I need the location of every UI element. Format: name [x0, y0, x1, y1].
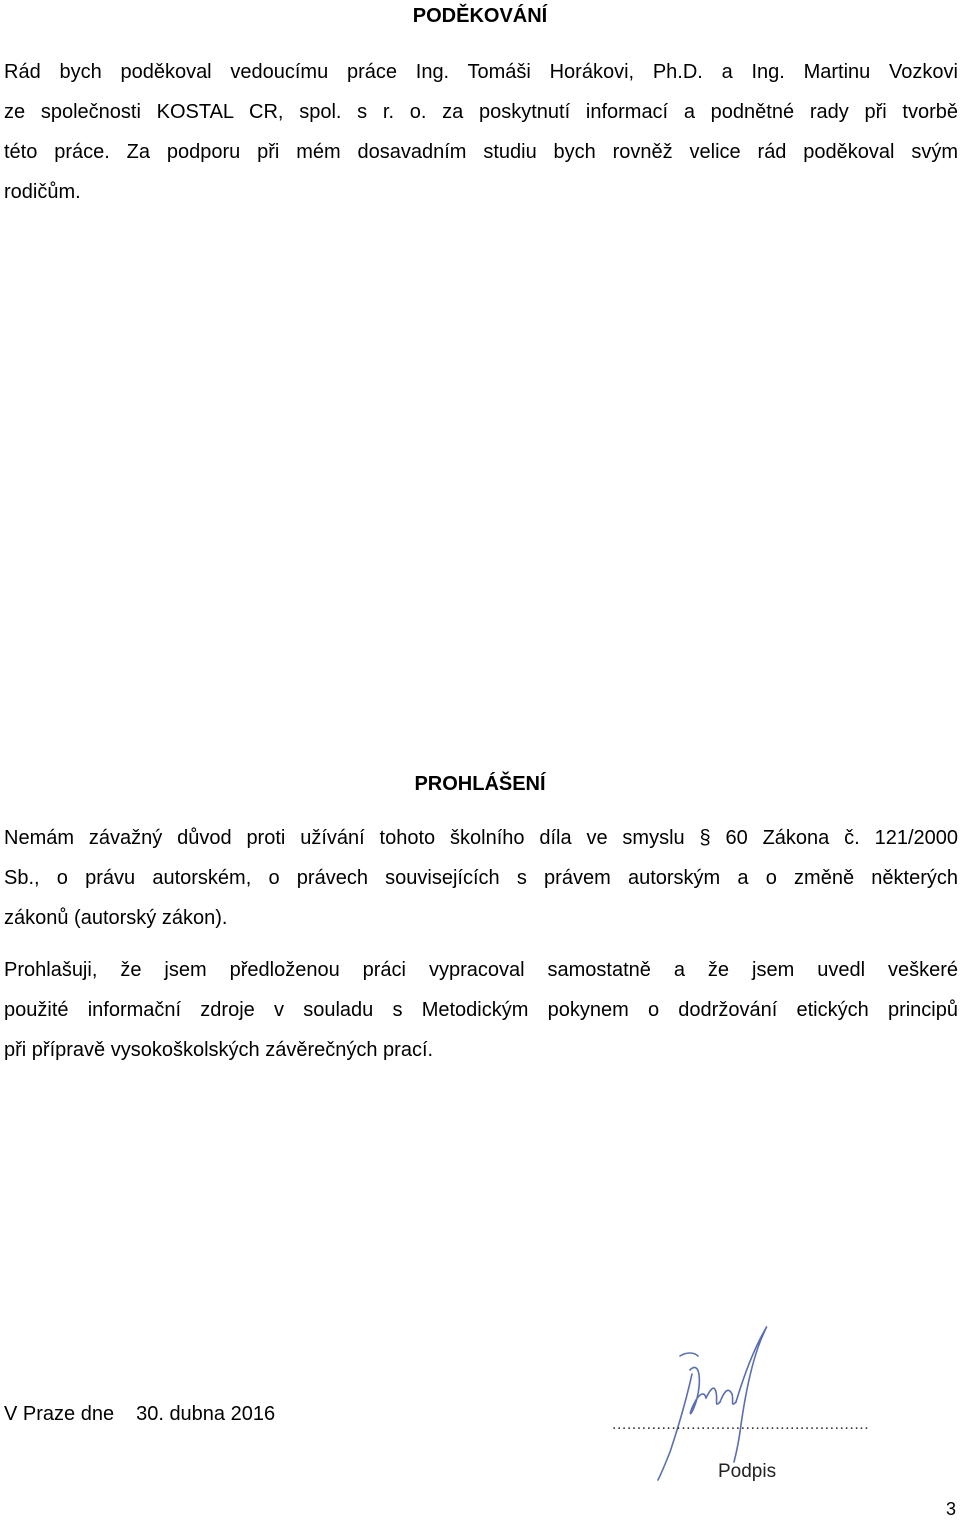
text-line: ze společnosti KOSTAL CR, spol. s r. o. za poskytnutí informací a podnětné rady při tvorbě — [4, 101, 958, 123]
text-line: při přípravě vysokoškolských závěrečných prací. — [4, 1039, 434, 1061]
declaration-paragraph-1 — [4, 818, 958, 938]
date-value: 30. dubna 2016 — [136, 1403, 276, 1425]
signature-label: Podpis — [718, 1461, 777, 1482]
text-line: této práce. Za podporu při mém dosavadním studiu bych rovněž velice rád poděkoval svým — [4, 141, 958, 163]
acknowledgements-title: PODĚKOVÁNÍ — [412, 5, 548, 27]
signature-line: .................................................... — [612, 1416, 870, 1433]
page-number: 3 — [945, 1499, 956, 1519]
text-line: rodičům. — [4, 181, 81, 203]
text-line: Nemám závažný důvod proti užívání tohoto školního díla ve smyslu § 60 Zákona č. 121/2000 — [4, 827, 958, 849]
text-line: použité informační zdroje v souladu s Metodickým pokynem o dodržování etických principů — [4, 999, 958, 1021]
text-line: Sb., o právu autorském, o právech souvisejících s právem autorským a o změně některých — [4, 867, 958, 889]
date-line — [4, 1400, 275, 1428]
acknowledgements-paragraph — [4, 52, 958, 212]
declaration-title: PROHLÁŠENÍ — [414, 773, 546, 795]
text-line: zákonů (autorský zákon). — [4, 907, 228, 929]
place-label: V Praze dne — [4, 1403, 115, 1425]
text-line: Prohlašuji, že jsem předloženou práci vypracoval samostatně a že jsem uvedl veškeré — [4, 959, 958, 981]
declaration-paragraph-2 — [4, 950, 958, 1070]
text-line: Rád bych poděkoval vedoucímu práce Ing. Tomáši Horákovi, Ph.D. a Ing. Martinu Vozkovi — [4, 61, 958, 83]
